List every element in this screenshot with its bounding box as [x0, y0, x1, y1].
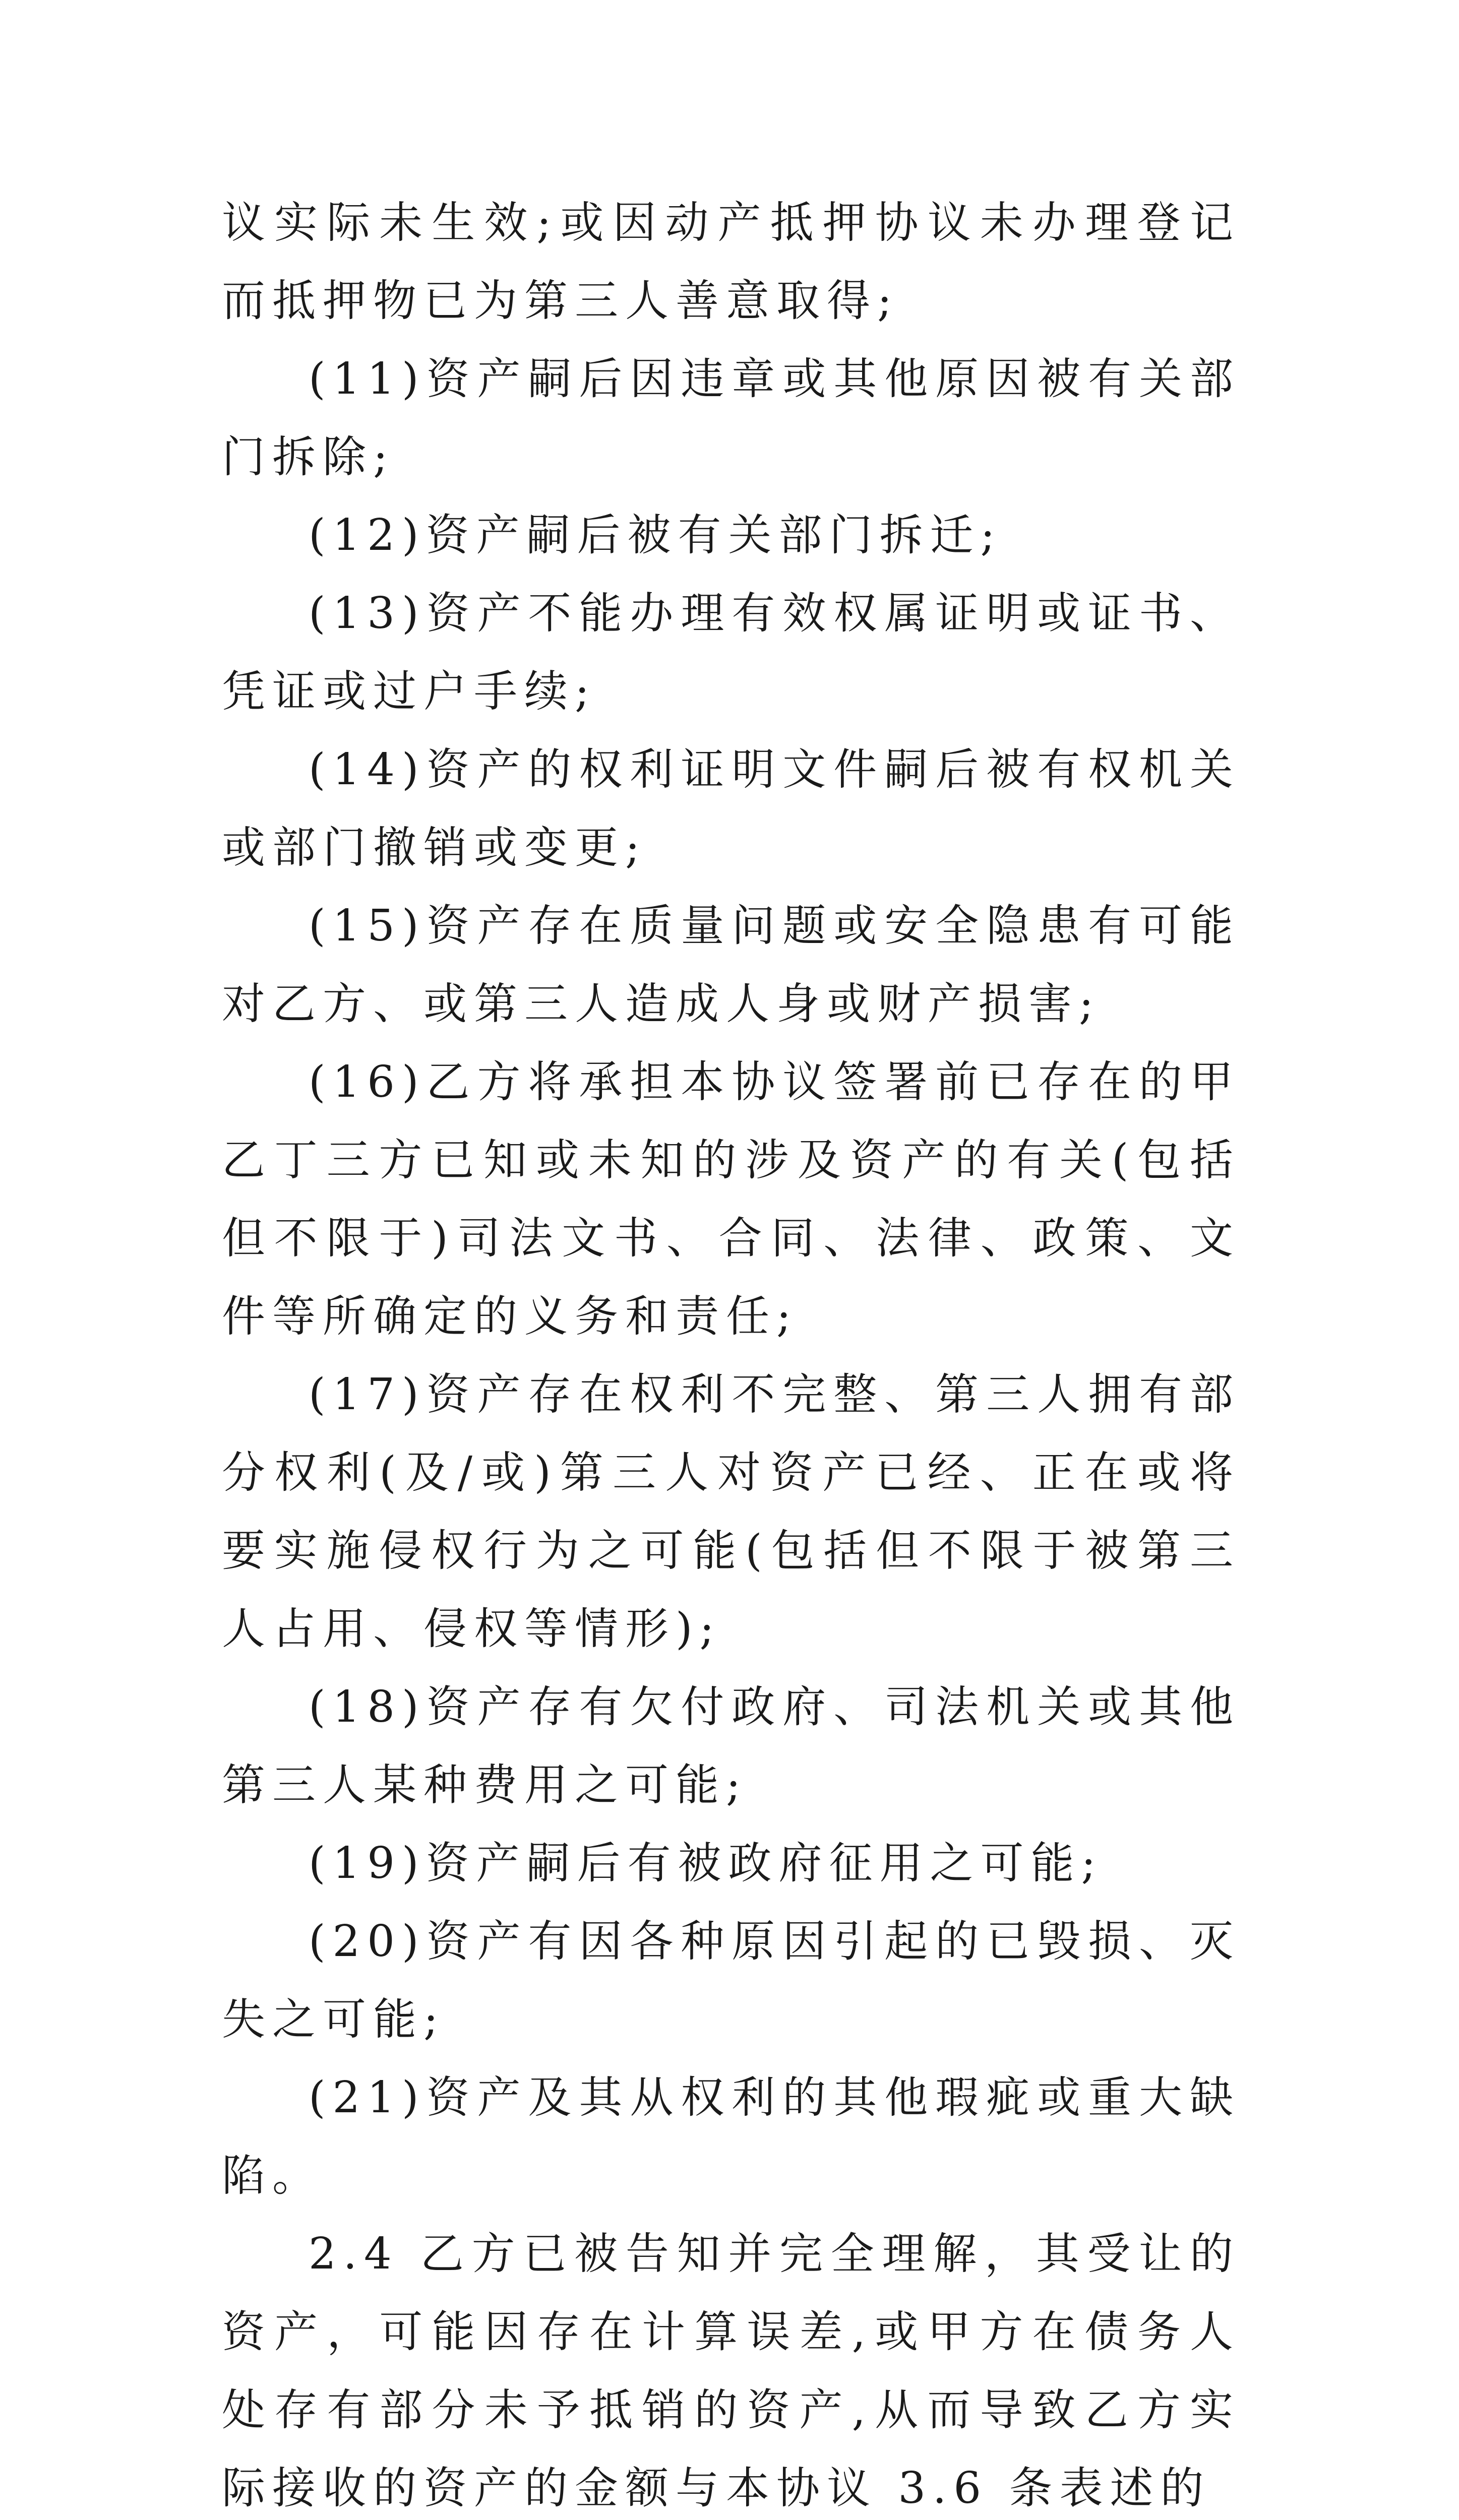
- clause-21: (21)资产及其从权利的其他瑕疵或重大缺陷。: [222, 2072, 1240, 2201]
- clause-18: (18)资产存有欠付政府、司法机关或其他第三人某种费用之可能;: [222, 1682, 1240, 1810]
- clause-15: (15)资产存在质量问题或安全隐患有可能对乙方、或第三人造成人身或财产损害;: [222, 901, 1240, 1029]
- clause-19: (19)资产嗣后有被政府征用之可能;: [309, 1838, 1103, 1888]
- clause-16: (16)乙方将承担本协议签署前已存在的甲乙丁三方已知或未知的涉及资产的有关(包括但不限于)司法文书、合同、法律、政策、文件等所确定的义务和责任;: [222, 1057, 1240, 1342]
- clause-14: (14)资产的权利证明文件嗣后被有权机关或部门撤销或变更;: [222, 744, 1240, 873]
- clause-12: (12)资产嗣后被有关部门拆迁;: [309, 510, 1002, 560]
- section-2-4: 2.4 乙方已被告知并完全理解，其受让的资产，可能因存在计算误差,或甲方在债务人处存有部分未予抵销的资产,从而导致乙方实际接收的资产的金额与本协议 3.6 条表述的: [222, 2229, 1240, 2513]
- clause-17: (17)资产存在权利不完整、第三人拥有部分权利(及/或)第三人对资产已经、正在或将要实施侵权行为之可能(包括但不限于被第三人占用、侵权等情形);: [222, 1369, 1240, 1654]
- document-body: [222, 184, 1240, 2520]
- clause-20: (20)资产有因各种原因引起的已毁损、灭失之可能;: [222, 1916, 1240, 2045]
- clause-13: (13)资产不能办理有效权属证明或证书、凭证或过户手续;: [222, 588, 1240, 717]
- paragraph-continuation: 议实际未生效;或因动产抵押协议未办理登记而抵押物已为第三人善意取得;: [222, 198, 1240, 326]
- clause-11: (11)资产嗣后因违章或其他原因被有关部门拆除;: [222, 354, 1240, 482]
